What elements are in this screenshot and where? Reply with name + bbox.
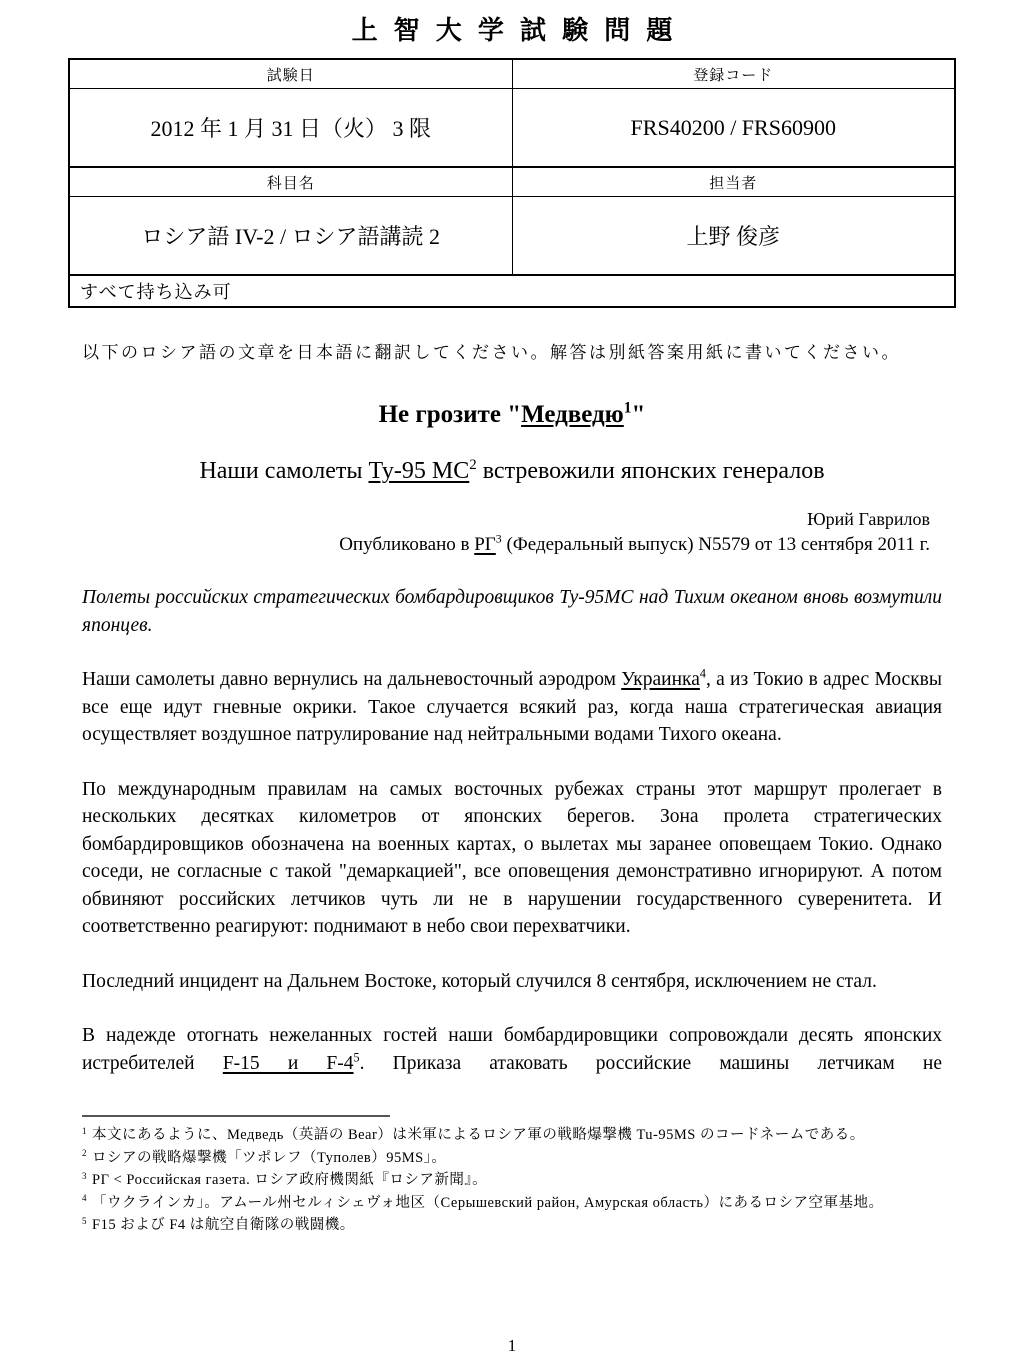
article-paragraph-3: Последний инцидент на Дальнем Востоке, который случился 8 сентября, исключением не стал. <box>82 970 877 992</box>
instructor-label: 担当者 <box>512 167 955 197</box>
footnote-text: F15 および F4 は航空自衛隊の戦闘機。 <box>92 1217 355 1234</box>
footnote-text: ロシアの戦略爆撃機「ツポレフ（Туполев）95MS」。 <box>92 1149 447 1166</box>
exam-date-value: 2012 年 1 月 31 日（火） 3 限 <box>69 89 512 167</box>
subject-label: 科目名 <box>69 167 512 197</box>
article-lead-paragraph: Полеты российских стратегических бомбардировщиков Ту-95МС над Тихим океаном вновь возмутили японцев. <box>82 587 942 636</box>
subject-value: ロシア語 IV-2 / ロシア語講読 2 <box>69 197 512 275</box>
article-paragraph-4: В надежде отогнать нежеланных гостей наши бомбардировщики сопровождали десять японских истребителей F-15 и $F-4^5$. Приказа атаковать российские машины летчикам не <box>82 1025 942 1074</box>
footnote-text: РГ < Российская газета. ロシア政府機関紙『ロシア新聞』。 <box>92 1172 488 1189</box>
article-subtitle: Наши самолеты Ту-95 $МС^2$ встревожили японских генералов <box>199 457 825 485</box>
article-author: Юрий Гаврилов <box>807 509 930 530</box>
registration-code-label: 登録コード <box>512 59 955 89</box>
footnote-item <box>82 1169 942 1192</box>
info-table-note-row <box>69 275 955 307</box>
footnote-item <box>82 1214 942 1237</box>
footnote-number: 4 <box>82 1193 87 1204</box>
footnote-number: 3 <box>82 1170 87 1181</box>
article-publication-line: Опубликовано в $РГ^3$ (Федеральный выпуск) N5579 от 13 сентября 2011 г. <box>339 532 930 555</box>
footnote-item <box>82 1192 942 1215</box>
document-title: 上智大学試験問題 <box>351 16 689 45</box>
instructor-value: 上野 俊彦 <box>512 197 955 275</box>
page-number: 1 <box>507 1336 517 1355</box>
footnote-item <box>82 1147 942 1170</box>
footnote-text: 「ウクラインカ」。アムール州セルィシェヴォ地区（Серышевский район, Амурская область）にあるロシア空軍基地。 <box>92 1194 884 1211</box>
footnotes-section <box>82 1124 942 1237</box>
footnote-separator <box>82 1115 390 1117</box>
exam-instruction: 以下のロシア語の文章を日本語に翻訳してください。解答は別紙答案用紙に書いてください。 <box>82 342 901 362</box>
footnote-number: 2 <box>82 1148 87 1159</box>
info-table-label-row <box>69 59 955 89</box>
exam-date-label: 試験日 <box>69 59 512 89</box>
footnote-number: 1 <box>82 1125 87 1136</box>
info-table-label-row <box>69 167 955 197</box>
info-table-value-row <box>69 197 955 275</box>
article-paragraph-2: По международным правилам на самых восточных рубежах страны этот маршрут пролегает в нескольких десятках километров от японских берегов. Зона пролета стратегических бомбардировщиков обозначена на военных картах, о вылетах мы заранее оповещаем Токио. Однако соседи, не согласные с такой "демаркацией", все оповещения демонстративно игнорируют. А потом обвиняют российских летчиков чуть ли не в нарушении государственного суверенитета. И соответственно реагируют: поднимают в небо свои перехватчики. <box>82 778 942 938</box>
footnote-text: 本文にあるように、Медведь（英語の Bear）は米軍によるロシア軍の戦略爆撃機 Tu-95MS のコードネームである。 <box>92 1127 865 1144</box>
article-paragraph-1: Наши самолеты давно вернулись на дальневосточный аэродром Украинка$^4$, а из Токио в адрес Москвы все еще идут гневные окрики. Такое случается всякий раз, когда наша стратегическая авиация осуществляет воздушное патрулирование над нейтральными водами Тихого океана. <box>82 666 942 746</box>
materials-allowed-note: すべて持ち込み可 <box>69 275 955 307</box>
registration-code-value: FRS40200 / FRS60900 <box>512 89 955 167</box>
exam-info-table <box>68 58 956 308</box>
footnote-item <box>82 1124 942 1147</box>
footnote-number: 5 <box>82 1215 87 1226</box>
info-table-value-row <box>69 89 955 167</box>
article-title: Не грозите "Медведю$^1$" <box>378 399 646 428</box>
